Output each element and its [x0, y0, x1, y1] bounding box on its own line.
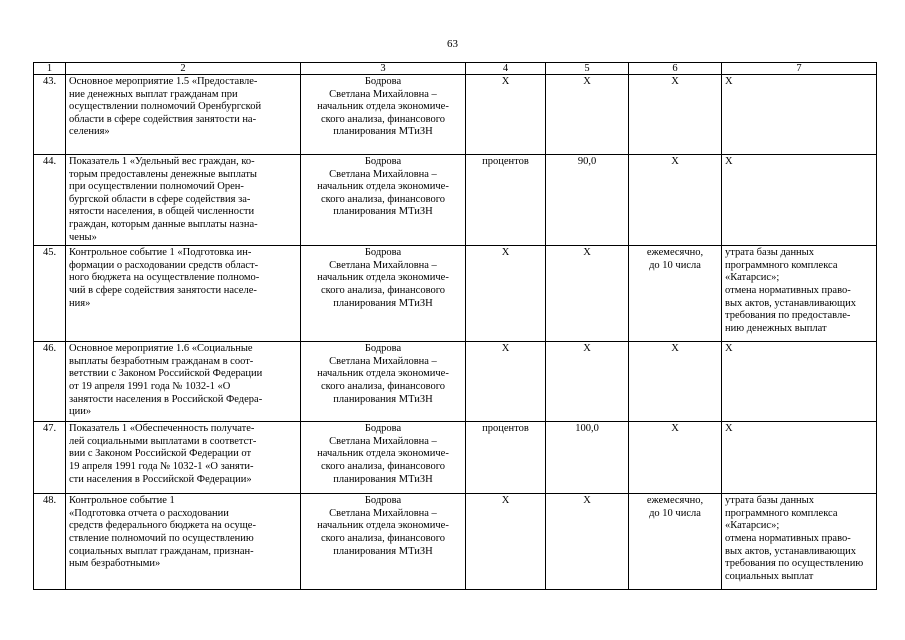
- row-number: 46.: [34, 342, 66, 422]
- column-header: 7: [722, 63, 877, 75]
- table-row: [34, 342, 877, 422]
- unit-of-measure: процентов: [466, 155, 546, 246]
- plan-table: [33, 62, 877, 590]
- column-header: 4: [466, 63, 546, 75]
- row-number: 43.: [34, 75, 66, 155]
- unit-of-measure: Х: [466, 246, 546, 342]
- row-number: 47.: [34, 422, 66, 494]
- column-header: 6: [629, 63, 722, 75]
- deadline: ежемесячно, до 10 числа: [629, 246, 722, 342]
- column-header: 1: [34, 63, 66, 75]
- event-description: Показатель 1 «Удельный вес граждан, ко- торым предоставлены денежные выплаты при осуществлении полномочий Орен- бургской области в сфере содействия за- нятости населения, в общей численности граждан, которым данные выплаты назна- чены»: [66, 155, 301, 246]
- event-description: Показатель 1 «Обеспеченность получате- лей социальными выплатами в соответст- вии с Законом Российской Федерации от 19 апреля 1991 года № 1032-1 «О заняти- сти населения в Российской Федерации»: [66, 422, 301, 494]
- table-row: [34, 422, 877, 494]
- column-header: 3: [301, 63, 466, 75]
- column-header: 2: [66, 63, 301, 75]
- unit-of-measure: Х: [466, 494, 546, 590]
- risks-description: Х: [722, 155, 877, 246]
- responsible-person: Бодрова Светлана Михайловна – начальник отдела экономиче- ского анализа, финансового планирования МТиЗН: [301, 155, 466, 246]
- indicator-value: Х: [546, 75, 629, 155]
- unit-of-measure: процентов: [466, 422, 546, 494]
- indicator-value: Х: [546, 342, 629, 422]
- responsible-person: Бодрова Светлана Михайловна – начальник отдела экономиче- ского анализа, финансового планирования МТиЗН: [301, 246, 466, 342]
- responsible-person: Бодрова Светлана Михайловна – начальник отдела экономиче- ского анализа, финансового планирования МТиЗН: [301, 342, 466, 422]
- event-description: Основное мероприятие 1.5 «Предоставле- ние денежных выплат гражданам при осуществлении полномочий Оренбургской области в сфере содействия занятости на- селения»: [66, 75, 301, 155]
- table-row: [34, 246, 877, 342]
- table-row: [34, 155, 877, 246]
- risks-description: Х: [722, 75, 877, 155]
- responsible-person: Бодрова Светлана Михайловна – начальник отдела экономиче- ского анализа, финансового планирования МТиЗН: [301, 75, 466, 155]
- risks-description: Х: [722, 342, 877, 422]
- column-number-row: [34, 63, 877, 75]
- risks-description: утрата базы данных программного комплекса «Катарсис»; отмена нормативных право- вых актов, устанавливающих требования по осуществлению социальных выплат: [722, 494, 877, 590]
- risks-description: утрата базы данных программного комплекса «Катарсис»; отмена нормативных право- вых актов, устанавливающих требования по предоставле- нию денежных выплат: [722, 246, 877, 342]
- row-number: 48.: [34, 494, 66, 590]
- unit-of-measure: Х: [466, 75, 546, 155]
- column-header: 5: [546, 63, 629, 75]
- row-number: 44.: [34, 155, 66, 246]
- indicator-value: 100,0: [546, 422, 629, 494]
- unit-of-measure: Х: [466, 342, 546, 422]
- row-number: 45.: [34, 246, 66, 342]
- table-row: [34, 75, 877, 155]
- deadline: ежемесячно, до 10 числа: [629, 494, 722, 590]
- event-description: Контрольное событие 1 «Подготовка ин- формации о расходовании средств област- ного бюджета на осуществление полномо- чий в сфере содействия занятости населе- ния»: [66, 246, 301, 342]
- risks-description: Х: [722, 422, 877, 494]
- indicator-value: Х: [546, 246, 629, 342]
- indicator-value: 90,0: [546, 155, 629, 246]
- responsible-person: Бодрова Светлана Михайловна – начальник отдела экономиче- ского анализа, финансового планирования МТиЗН: [301, 494, 466, 590]
- deadline: Х: [629, 422, 722, 494]
- event-description: Основное мероприятие 1.6 «Социальные выплаты безработным гражданам в соот- ветствии с Законом Российской Федерации от 19 апреля 1991 года № 1032-1 «О занятости населения в Российской Федера- ции»: [66, 342, 301, 422]
- responsible-person: Бодрова Светлана Михайловна – начальник отдела экономиче- ского анализа, финансового планирования МТиЗН: [301, 422, 466, 494]
- indicator-value: Х: [546, 494, 629, 590]
- deadline: Х: [629, 75, 722, 155]
- page-number: 63: [447, 38, 458, 50]
- deadline: Х: [629, 342, 722, 422]
- deadline: Х: [629, 155, 722, 246]
- event-description: Контрольное событие 1 «Подготовка отчета о расходовании средств федерального бюджета на осуще- ствление полномочий по осуществлению социальных выплат гражданам, признан- ным безработными»: [66, 494, 301, 590]
- table-row: [34, 494, 877, 590]
